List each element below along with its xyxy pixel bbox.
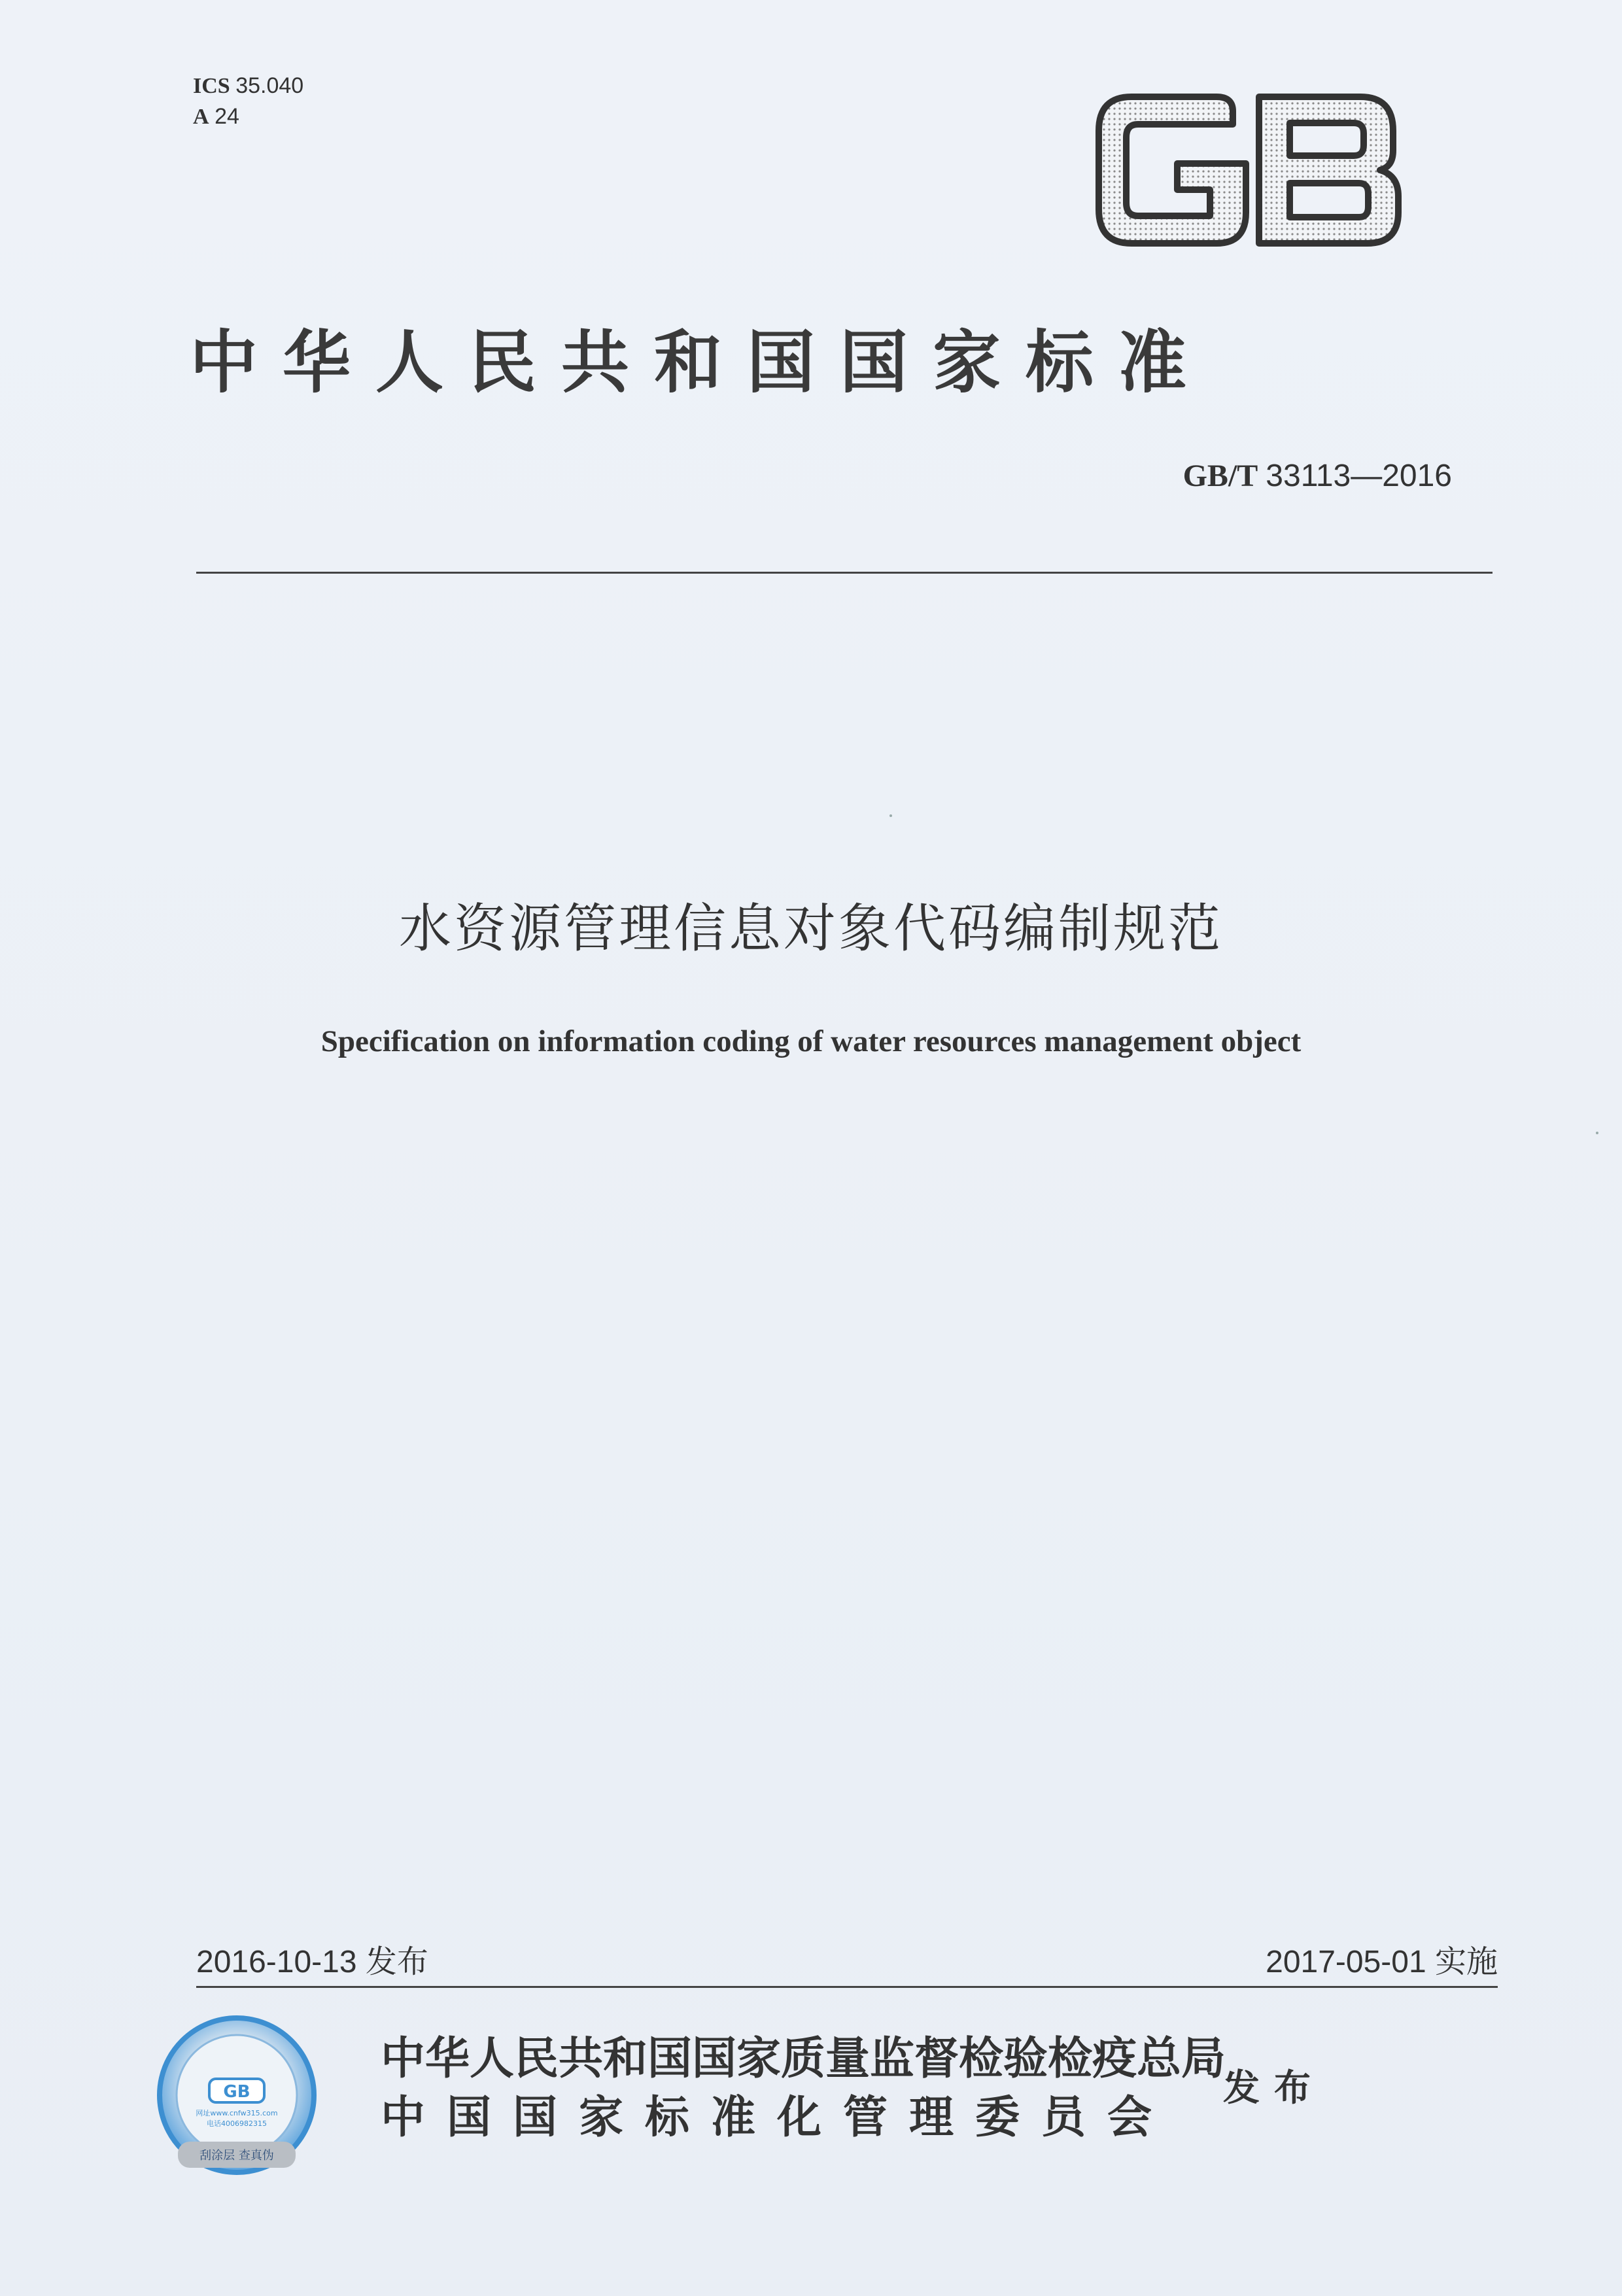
gb-logo-icon	[1086, 85, 1406, 255]
gb-letter-g-icon	[1099, 97, 1246, 243]
svg-text:GB: GB	[223, 2082, 250, 2102]
issue-date: 2016-10-13 发布	[196, 1945, 428, 1979]
publish-label: 发布	[1223, 2066, 1325, 2110]
document-title-cn: 水资源管理信息对象代码编制规范	[399, 898, 1223, 959]
footer-divider	[196, 1986, 1498, 1988]
standard-number: GB/T 33113—2016	[1182, 459, 1452, 493]
ccs-code: A 24	[193, 104, 239, 129]
scan-speck	[1596, 1132, 1598, 1134]
scan-speck	[889, 814, 892, 817]
svg-text:网址www.cnfw315.com: 网址www.cnfw315.com	[196, 2109, 278, 2117]
anti-counterfeit-seal-icon	[152, 2013, 322, 2183]
classification-codes	[193, 71, 303, 132]
svg-text:刮涂层 查真伪: 刮涂层 查真伪	[199, 2149, 274, 2163]
header-divider	[196, 572, 1493, 574]
seal-gb-mark-icon	[209, 2079, 264, 2102]
ics-code: ICS 35.040	[193, 73, 304, 98]
national-standard-title: 中华人民共和国国家标准	[190, 322, 1212, 402]
publisher-aqsiq: 中华人民共和国国家质量监督检验检疫总局	[381, 2032, 1226, 2085]
svg-text:电话4006982315: 电话4006982315	[207, 2119, 267, 2128]
publishing-authorities	[381, 2029, 1226, 2147]
implementation-date: 2017-05-01 实施	[1266, 1945, 1498, 1979]
document-title-en: Specification on information coding of water resources management object	[320, 1024, 1302, 1058]
publisher-sac: 中国国家标准化管理委员会	[381, 2091, 1174, 2144]
gb-letter-b-icon	[1259, 97, 1398, 243]
